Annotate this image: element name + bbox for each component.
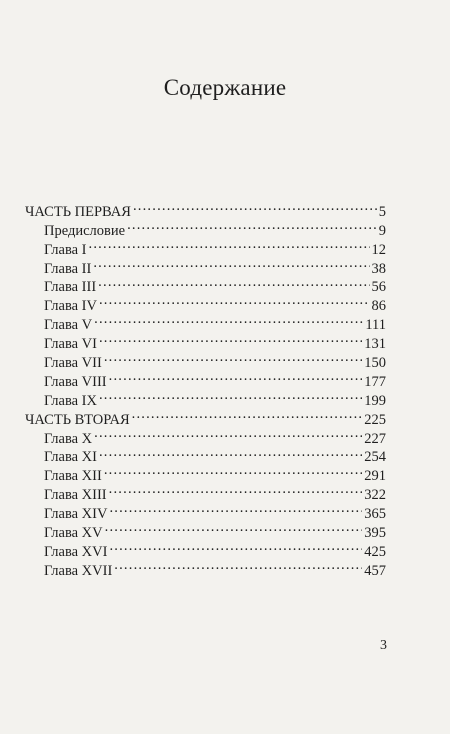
toc-entry-page: 365 xyxy=(364,506,386,523)
dot-leader xyxy=(89,235,370,254)
toc-entry-page: 12 xyxy=(371,241,386,258)
toc-entry-page: 199 xyxy=(364,392,386,409)
toc-entry[interactable] xyxy=(25,197,386,220)
table-of-contents xyxy=(25,197,386,579)
toc-entry-label: Глава XV xyxy=(44,525,103,542)
dot-leader xyxy=(109,537,362,556)
toc-entry-label: Глава IX xyxy=(44,392,97,409)
page-number: 3 xyxy=(380,638,387,653)
toc-entry-label: Глава IV xyxy=(44,298,97,315)
dot-leader xyxy=(99,443,362,462)
toc-entry-label: Глава VI xyxy=(44,336,97,353)
dot-leader xyxy=(127,216,377,235)
toc-entry-page: 177 xyxy=(364,373,386,390)
toc-entry-page: 225 xyxy=(364,411,386,428)
toc-entry-page: 457 xyxy=(364,562,386,579)
toc-entry-label: Глава X xyxy=(44,430,93,447)
toc-entry-label: ЧАСТЬ ПЕРВАЯ xyxy=(25,203,131,220)
toc-entry-page: 395 xyxy=(364,525,386,542)
dot-leader xyxy=(99,386,362,405)
toc-entry-page: 425 xyxy=(364,543,386,560)
dot-leader xyxy=(98,273,369,292)
toc-entry-page: 322 xyxy=(364,487,386,504)
dot-leader xyxy=(114,556,362,575)
toc-entry-label: Глава III xyxy=(44,279,97,296)
toc-entry-label: Глава VII xyxy=(44,355,102,372)
dot-leader xyxy=(94,310,363,329)
toc-entry-page: 56 xyxy=(371,279,386,296)
dot-leader xyxy=(133,197,377,216)
toc-entry-label: Глава XI xyxy=(44,449,97,466)
toc-entry-page: 291 xyxy=(364,468,386,485)
toc-entry-label: Глава XVII xyxy=(44,562,113,579)
toc-entry-label: Глава I xyxy=(44,241,87,258)
dot-leader xyxy=(109,499,362,518)
toc-entry-page: 38 xyxy=(371,260,386,277)
toc-entry-label: Глава V xyxy=(44,317,93,334)
toc-entry-label: Глава II xyxy=(44,260,92,277)
toc-entry-page: 131 xyxy=(364,336,386,353)
toc-entry-page: 111 xyxy=(365,317,386,334)
toc-entry-label: Глава XIII xyxy=(44,487,107,504)
toc-entry-page: 227 xyxy=(364,430,386,447)
page-title: Содержание xyxy=(163,75,287,101)
toc-entry-page: 150 xyxy=(364,355,386,372)
dot-leader xyxy=(109,480,363,499)
toc-entry-page: 9 xyxy=(378,222,386,239)
dot-leader xyxy=(93,254,369,273)
toc-entry-label: Глава XII xyxy=(44,468,102,485)
dot-leader xyxy=(109,367,363,386)
toc-entry-page: 254 xyxy=(364,449,386,466)
dot-leader xyxy=(99,291,370,310)
toc-entry-label: Глава XIV xyxy=(44,506,108,523)
dot-leader xyxy=(104,461,362,480)
toc-entry-label: ЧАСТЬ ВТОРАЯ xyxy=(25,411,130,428)
toc-entry-label: Предисловие xyxy=(44,222,126,239)
toc-entry-page: 86 xyxy=(371,298,386,315)
dot-leader xyxy=(132,405,363,424)
toc-entry-label: Глава XVI xyxy=(44,543,108,560)
dot-leader xyxy=(104,348,362,367)
dot-leader xyxy=(94,424,362,443)
dot-leader xyxy=(99,329,362,348)
toc-entry-page: 5 xyxy=(378,203,386,220)
dot-leader xyxy=(105,518,363,537)
toc-entry-label: Глава VIII xyxy=(44,373,107,390)
